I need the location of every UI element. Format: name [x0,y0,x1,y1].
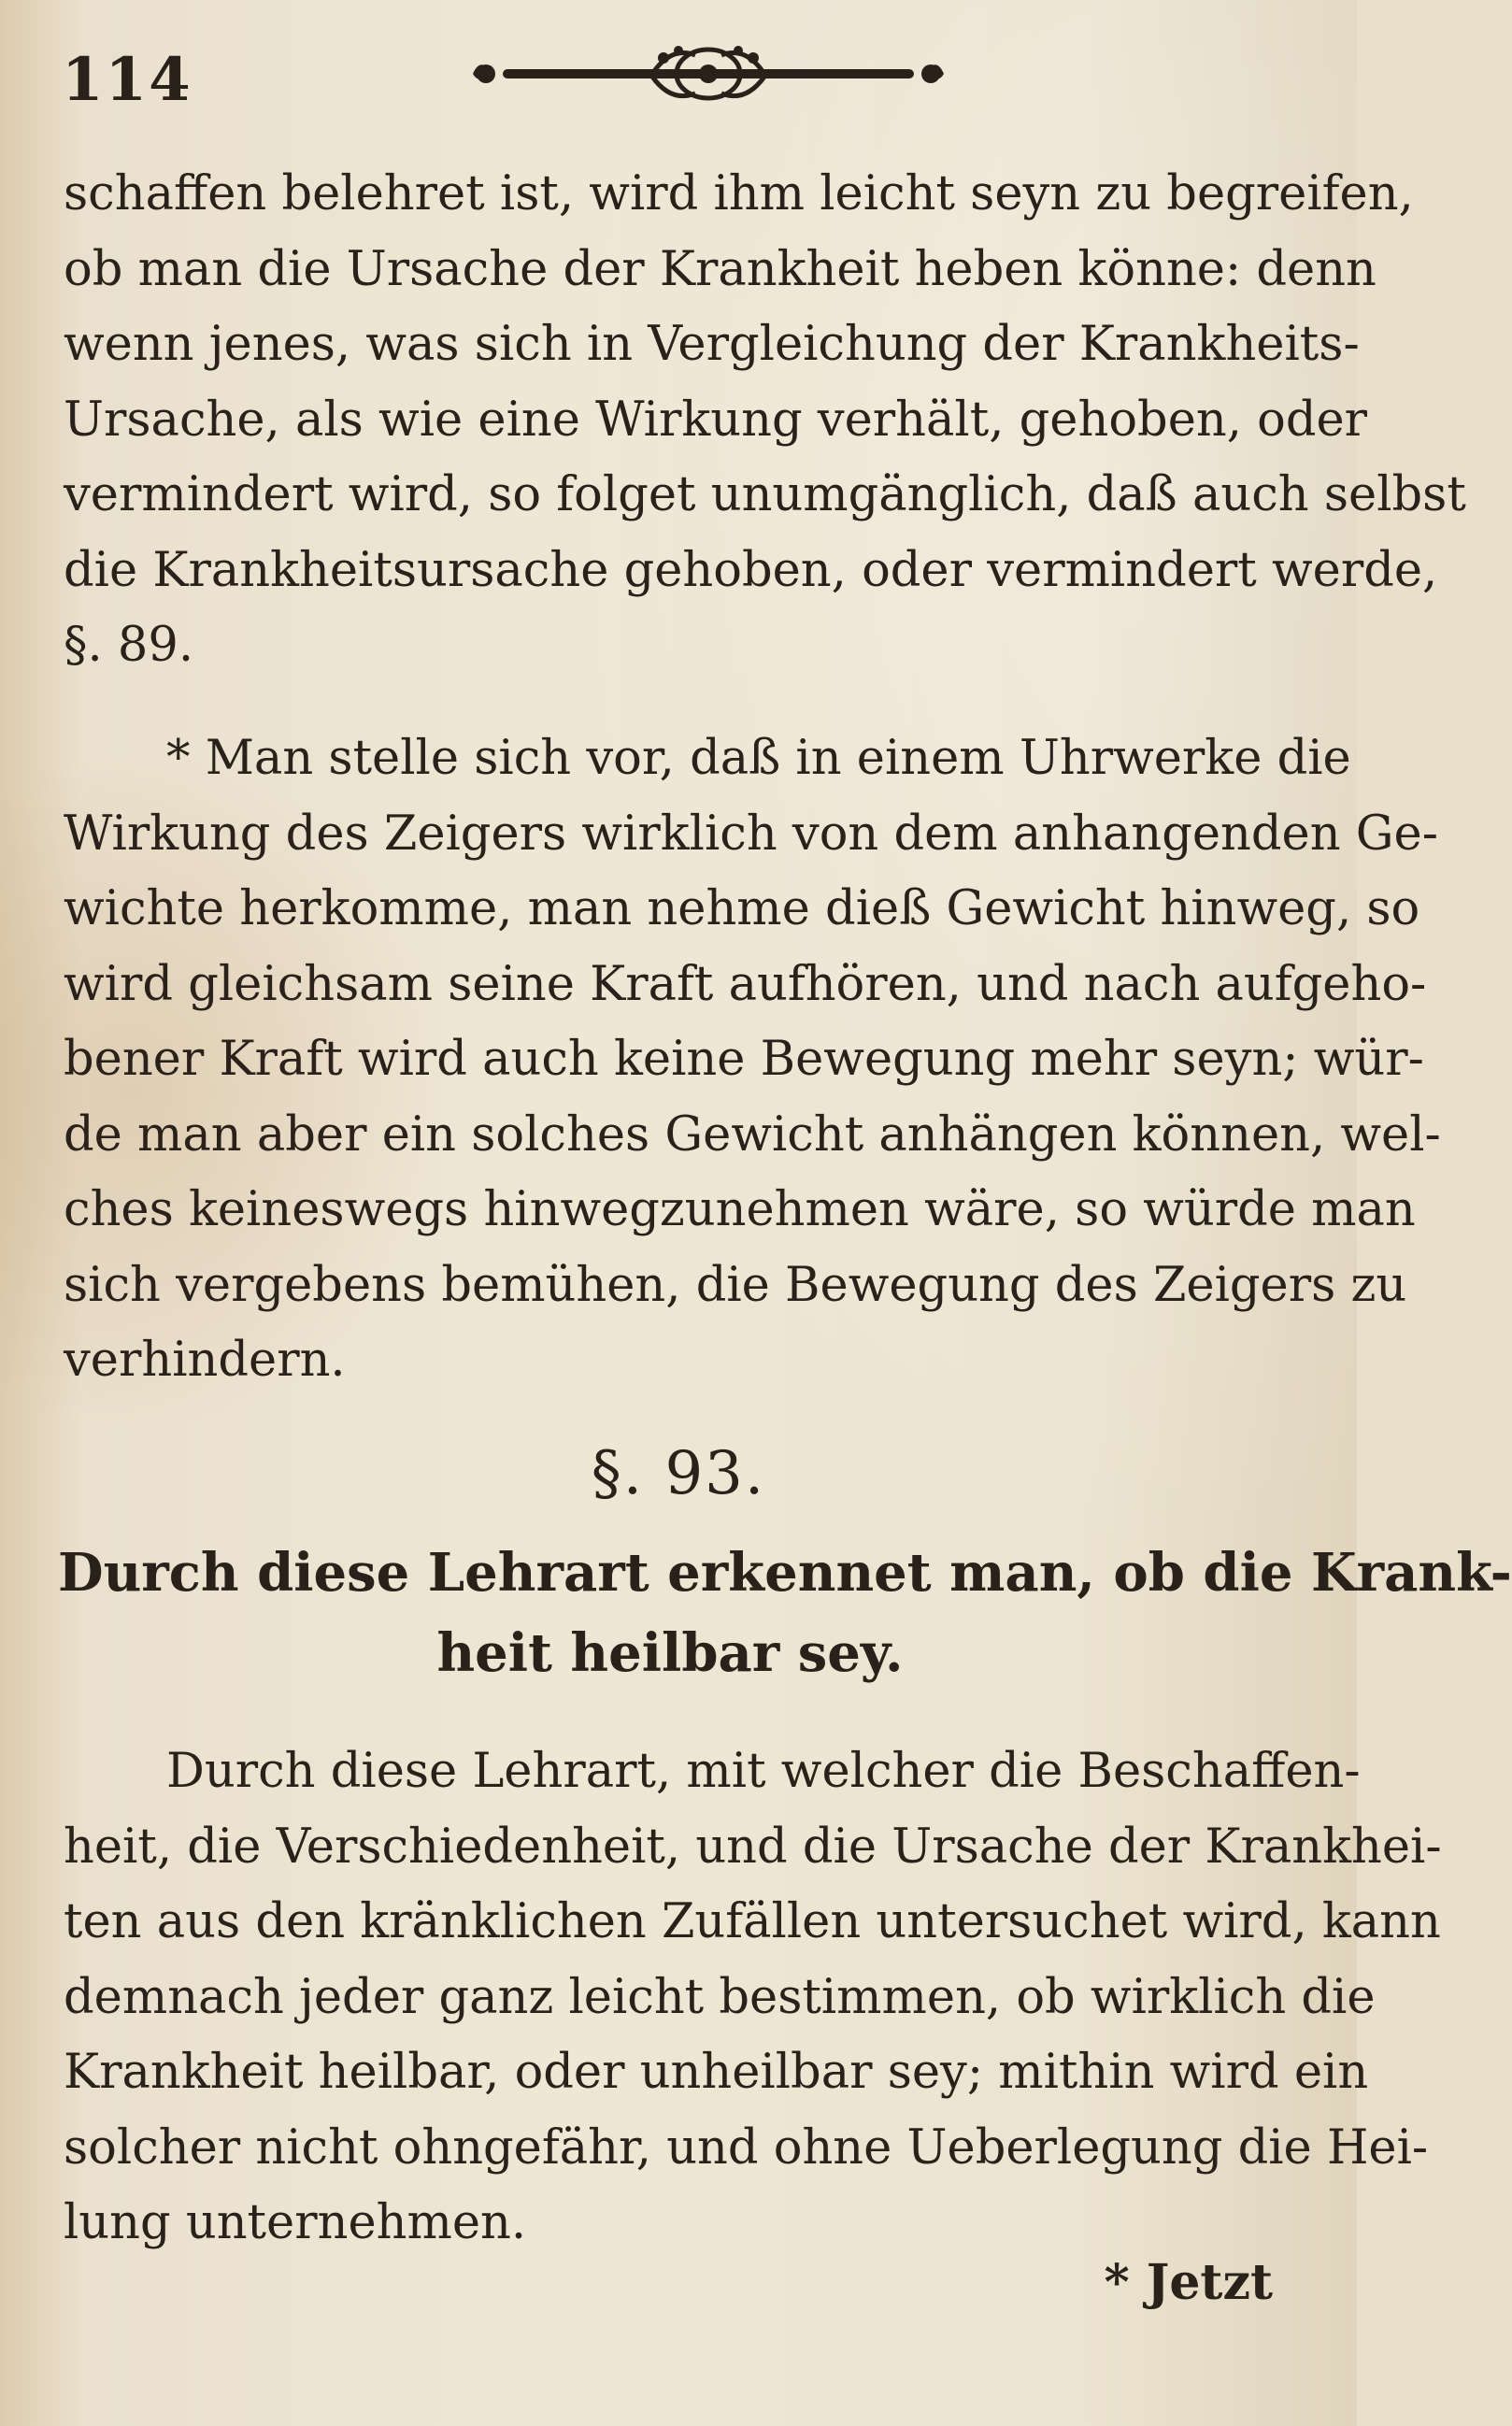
text-line: Krankheit heilbar, oder unheilbar sey; mithin wird ein [64,2045,1369,2100]
footnote [64,721,1441,1399]
footnote-line: * Man stelle sich vor, daß in einem Uhrwerke die [166,731,1351,786]
text-line: schaffen belehret ist, wird ihm leicht seyn zu begreifen, [64,166,1414,221]
text-line: Ursache, als wie eine Wirkung verhält, gehoben, oder [64,392,1368,448]
text-line: Durch diese Lehrart, mit welcher die Beschaffen- [166,1744,1361,1799]
footnote-line: wichte herkomme, man nehme dieß Gewicht hinweg, so [64,881,1420,936]
text-line: wenn jenes, was sich in Vergleichung der Krankheits- [64,317,1360,372]
page-header [56,28,1301,115]
footnote-line: bener Kraft wird auch keine Bewegung mehr seyn; wür- [64,1032,1424,1087]
text-line: solcher nicht ohngefähr, und ohne Ueberlegung die Hei- [64,2119,1429,2176]
footnote-line: sich vergebens bemühen, die Bewegung des Zeigers zu [64,1257,1407,1313]
printers-ornament-icon [465,41,951,107]
footnote-line: Wirkung des Zeigers wirklich von dem anhangenden Ge- [64,806,1438,862]
footnote-line: wird gleichsam seine Kraft aufhören, und nach aufgeho- [64,956,1427,1012]
section-heading-line: heit heilbar sey. [436,1622,904,1684]
paragraph-continued [64,157,1466,684]
text-line: lung unternehmen. [64,2195,527,2250]
catchword: * Jetzt [1104,2254,1273,2311]
footnote-line: de man aber ein solches Gewicht anhängen können, wel- [64,1106,1441,1163]
text-line: die Krankheitsursache gehoben, oder vermindert werde, [64,542,1438,598]
section-number: §. 93. [591,1439,766,1508]
text-line: vermindert wird, so folget unumgänglich, daß auch selbst [64,467,1466,522]
text-line: demnach jeder ganz leicht bestimmen, ob wirklich die [64,1969,1376,2025]
footnote-line: verhindern. [64,1333,346,1388]
text-line: ob man die Ursache der Krankheit heben könne: denn [64,241,1376,297]
text-line: ten aus den kränklichen Zufällen untersuchet wird, kann [64,1894,1441,1949]
footnote-line: ches keineswegs hinwegzunehmen wäre, so würde man [64,1182,1416,1237]
section-paragraph [64,1734,1442,2262]
section-heading-line: Durch diese Lehrart erkennet man, ob die Krank- [58,1542,1512,1604]
text-line: heit, die Verschiedenheit, und die Ursache der Krankhei- [64,1819,1442,1875]
cross-reference: §. 89. [64,618,194,673]
page-number: 114 [62,45,193,115]
section-heading [58,1533,1512,1693]
